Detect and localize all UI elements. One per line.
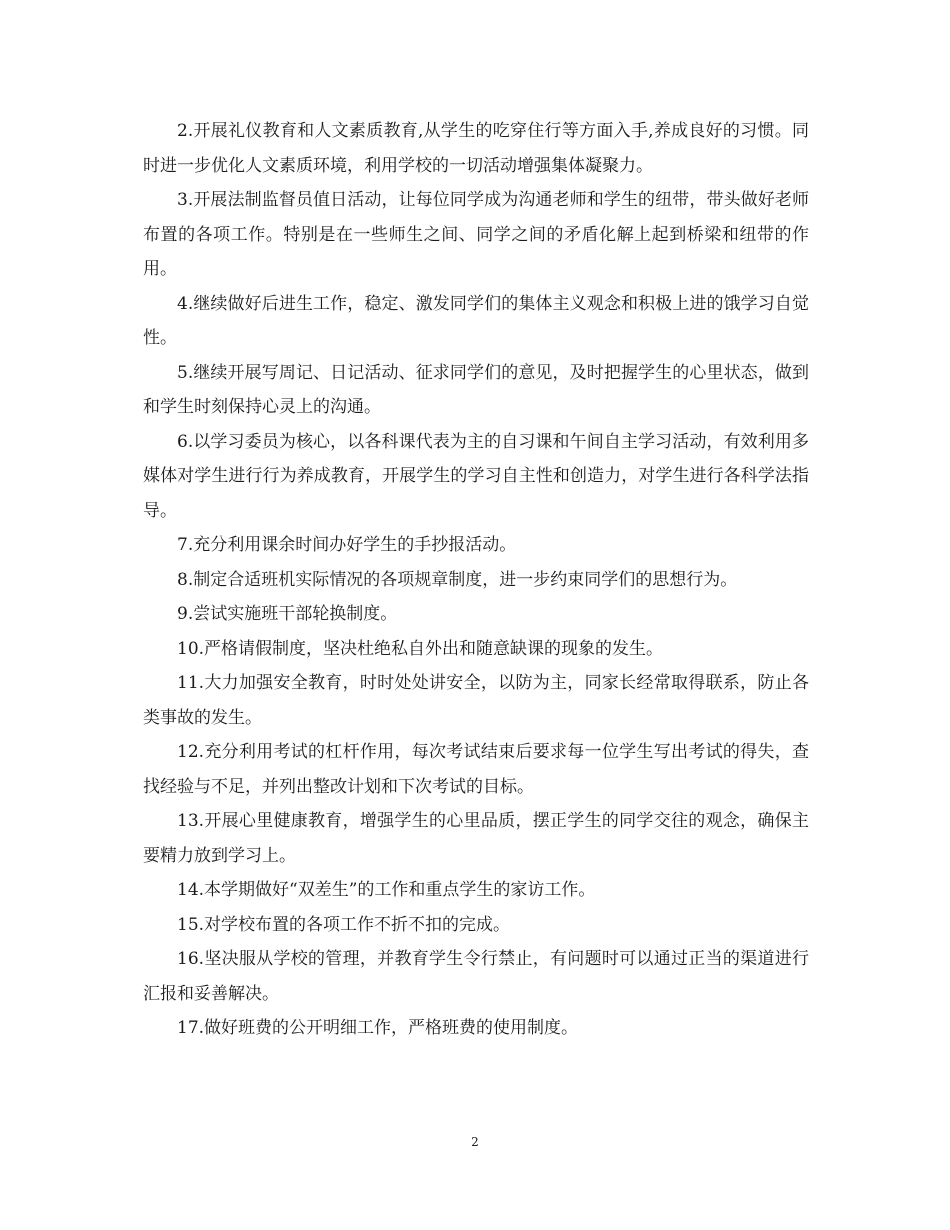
paragraph-item-5: 5.继续开展写周记、日记活动、征求同学们的意见，及时把握学生的心里状态，做到和学生时刻保持心灵上的沟通。: [143, 362, 809, 417]
paragraph-item-11: 11.大力加强安全教育，时时处处讲安全，以防为主，同家长经常取得联系，防止各类事故的发生。: [143, 673, 809, 728]
paragraph-item-8: 8.制定合适班机实际情况的各项规章制度，进一步约束同学们的思想行为。: [177, 569, 738, 590]
paragraph-item-14: 14.本学期做好“双差生”的工作和重点学生的家访工作。: [177, 880, 596, 900]
paragraph-item-17: 17.做好班费的公开明细工作，严格班费的使用制度。: [177, 1018, 579, 1038]
document-body: [143, 114, 809, 1046]
paragraph-item-2: 2.开展礼仪教育和人文素质教育,从学生的吃穿住行等方面入手,养成良好的习惯。同时进一步优化人文素质环境，利用学校的一切活动增强集体凝聚力。: [143, 121, 809, 176]
paragraph-item-3: 3.开展法制监督员值日活动，让每位同学成为沟通老师和学生的纽带，带头做好老师布置的各项工作。特别是在一些师生之间、同学之间的矛盾化解上起到桥梁和纽带的作用。: [143, 190, 809, 279]
paragraph-item-7: 7.充分利用课余时间办好学生的手抄报活动。: [177, 535, 517, 555]
paragraph-item-16: 16.坚决服从学校的管理，并教育学生令行禁止，有问题时可以通过正当的渠道进行汇报和妥善解决。: [143, 949, 809, 1004]
paragraph-item-12: 12.充分利用考试的杠杆作用，每次考试结束后要求每一位学生写出考试的得失，查找经验与不足，并列出整改计划和下次考试的目标。: [143, 742, 809, 797]
paragraph-item-9: 9.尝试实施班干部轮换制度。: [177, 604, 398, 624]
paragraph-item-13: 13.开展心里健康教育，增强学生的心里品质，摆正学生的同学交往的观念，确保主要精力放到学习上。: [143, 811, 809, 866]
paragraph-item-10: 10.严格请假制度，坚决杜绝私自外出和随意缺课的现象的发生。: [177, 638, 664, 659]
page-number: 2: [471, 1135, 479, 1149]
paragraph-item-4: 4.继续做好后进生工作，稳定、激发同学们的集体主义观念和积极上进的饿学习自觉性。: [143, 293, 809, 348]
paragraph-item-15: 15.对学校布置的各项工作不折不扣的完成。: [177, 914, 511, 935]
paragraph-item-6: 6.以学习委员为核心，以各科课代表为主的自习课和午间自主学习活动，有效利用多媒体对学生进行行为养成教育，开展学生的学习自主性和创造力，对学生进行各科学法指导。: [143, 431, 809, 521]
